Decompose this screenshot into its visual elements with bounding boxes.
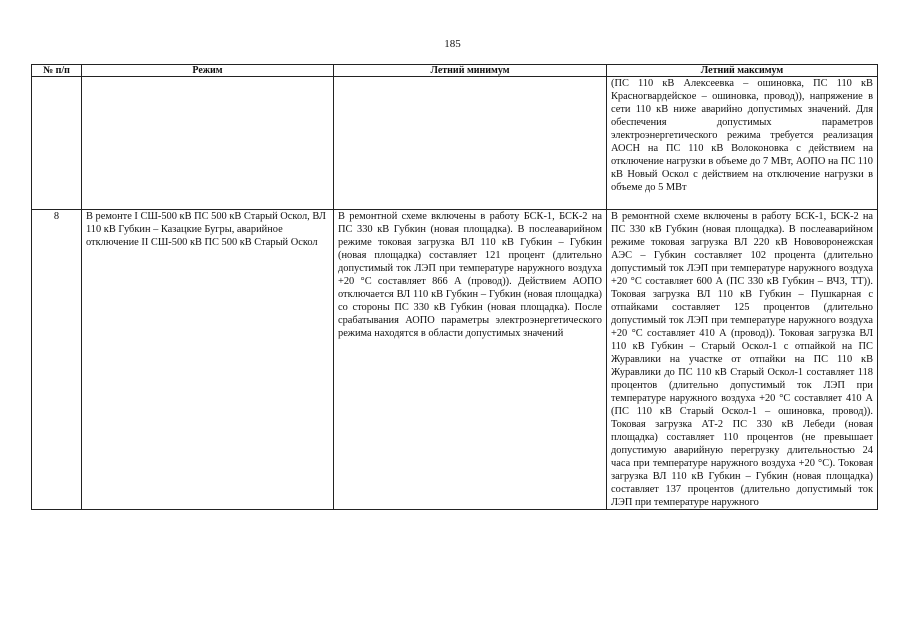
mode-table	[31, 64, 878, 510]
row-summer-min-cell: В ремонтной схеме включены в работу БСК-1, БСК-2 на ПС 330 кВ Губкин (новая площадка). В послеаварийном режиме токовая загрузка ВЛ 110 кВ Губкин – Губкин (новая площадка) составляет 121 процент (длительно допустимый ток ЛЭП при температуре наружного воздуха +20 °С составляет 866 А (провод)). Действием АОПО отключается ВЛ 110 кВ Губкин – Губкин (новая площадка) со стороны ПС 330 кВ Губкин (новая площадка). После срабатывания АОПО параметры электроэнергетического режима находятся в области допустимых значений	[334, 210, 607, 510]
header-mode: Режим	[82, 65, 334, 77]
row-summer-min-cell	[334, 77, 607, 210]
row-summer-max-cell: В ремонтной схеме включены в работу БСК-1, БСК-2 на ПС 330 кВ Губкин (новая площадка). В послеаварийном режиме токовая загрузка ВЛ 220 кВ Нововоронежская АЭС – Губкин составляет 102 процента (длительно допустимый ток ЛЭП при температуре наружного воздуха +20 °С составляет 600 А (ПС 330 кВ Губкин – ВЧЗ, ТТ)). Токовая загрузка ВЛ 110 кВ Губкин – Пушкарная с отпайками составляет 125 процентов (длительно допустимый ток ЛЭП при температуре наружного воздуха +20 °С составляет 410 А (провод)). Токовая загрузка ВЛ 110 кВ Губкин – Старый Оскол-1 с отпайкой на ПС Журавлики на участке от отпайки на ПС 110 кВ Журавлики до ПС 110 кВ Старый Оскол-1 составляет 118 процентов (длительно допустимый ток ЛЭП при температуре наружного воздуха +20 °С составляет 410 А (ПС 110 кВ Старый Оскол-1 – ошиновка, провод)). Токовая загрузка АТ-2 ПС 330 кВ Лебеди (новая площадка) составляет 110 процентов (не превышает допустимую аварийную перегрузку длительностью 24 часа при температуре наружного воздуха +20 °С). Токовая загрузка ВЛ 110 кВ Губкин – Губкин (новая площадка) составляет 137 процентов (длительно допустимый ток ЛЭП при температуре наружного	[607, 210, 878, 510]
header-summer-max: Летний максимум	[607, 65, 878, 77]
page-number: 185	[444, 38, 461, 50]
row-num-cell: 8	[32, 210, 82, 510]
row-summer-max-cell: (ПС 110 кВ Алексеевка – ошиновка, ПС 110 кВ Красногвардейское – ошиновка, провод)), напряжение в сети 110 кВ ниже аварийно допустимых значений. Для обеспечения допустимых параметров электроэнергетического режима требуется реализация АОСН на ПС 110 кВ Волоконовка с действием на отключение нагрузки в объеме до 7 МВт, АОПО на ПС 110 кВ Новый Оскол с действием на отключение нагрузки в объеме до 5 МВт	[607, 77, 878, 210]
row-mode-cell: В ремонте I СШ-500 кВ ПС 500 кВ Старый Оскол, ВЛ 110 кВ Губкин – Казацкие Бугры, аварийное отключение II СШ-500 кВ ПС 500 кВ Старый Оскол	[82, 210, 334, 510]
row-num-cell	[32, 77, 82, 210]
table-row	[32, 210, 878, 510]
header-num: № п/п	[32, 65, 82, 77]
header-summer-min: Летний минимум	[334, 65, 607, 77]
table-row	[32, 77, 878, 210]
row-mode-cell	[82, 77, 334, 210]
table-header-row	[32, 65, 878, 77]
